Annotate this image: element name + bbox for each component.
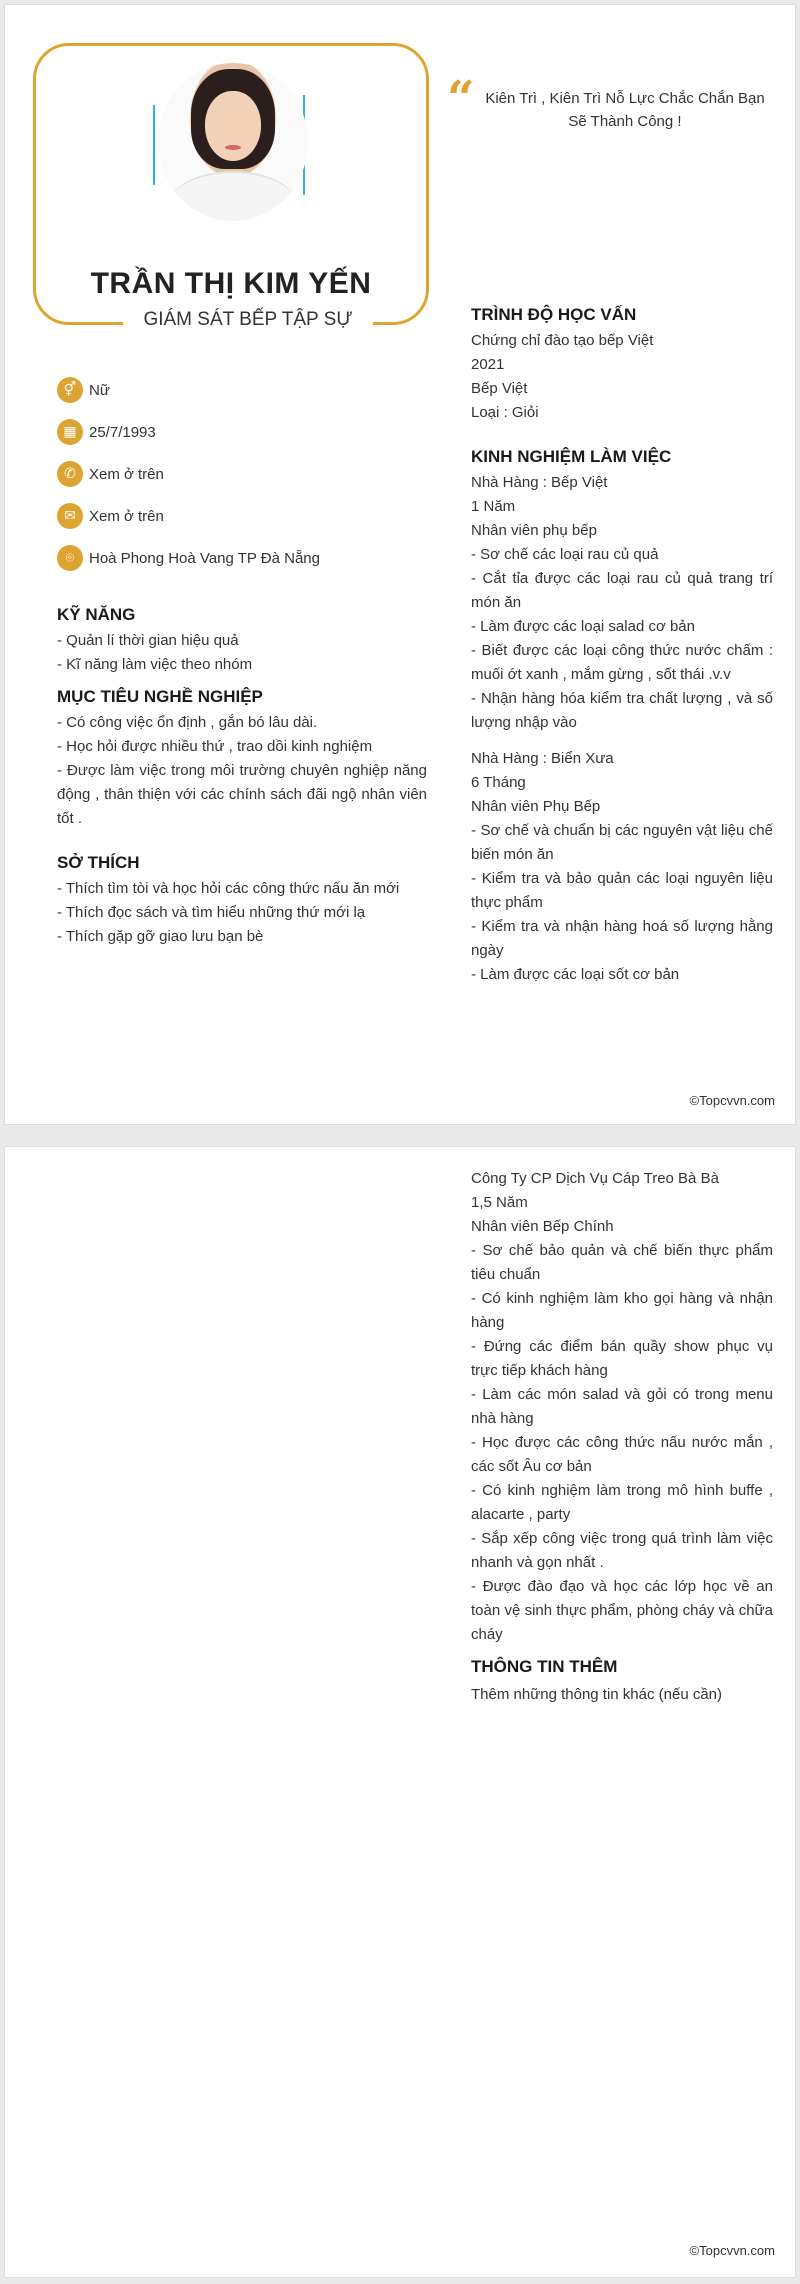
motto-quote: Kiên Trì , Kiên Trì Nỗ Lực Chắc Chắn Bạn Sẽ Thành Công !	[485, 90, 765, 130]
list-item: - Làm các món salad và gỏi có trong menu nhà hàng	[471, 1386, 773, 1427]
contact-phone: ✆ Xem ở trên	[57, 461, 164, 487]
list-item: - Thích gặp gỡ giao lưu bạn bè	[57, 928, 264, 945]
job-duration: 1,5 Năm	[471, 1194, 528, 1211]
job-role: Nhân viên Bếp Chính	[471, 1218, 614, 1235]
extra-text: Thêm những thông tin khác (nếu cần)	[471, 1686, 723, 1703]
objective-list	[57, 711, 427, 831]
job-company: Công Ty CP Dịch Vụ Cáp Treo Bà Bà	[471, 1170, 719, 1187]
footer-credit: ©Topcvvn.com	[689, 1093, 775, 1108]
phone-icon: ✆	[57, 461, 83, 487]
list-item: - Sơ chế bảo quản và chế biến thực phẩm tiêu chuẩn	[471, 1242, 773, 1283]
list-item: - Thích đọc sách và tìm hiểu những thứ mới lạ	[57, 904, 366, 921]
email-icon: ✉	[57, 503, 83, 529]
job-role: Nhân viên phụ bếp	[471, 522, 597, 539]
list-item: - Sắp xếp công việc trong quá trình làm việc nhanh và gọn nhất .	[471, 1530, 773, 1571]
avatar-photo	[158, 63, 308, 221]
education-heading: TRÌNH ĐỘ HỌC VẤN	[471, 305, 637, 324]
job-duration: 6 Tháng	[471, 774, 526, 791]
candidate-position: GIÁM SÁT BẾP TẬP SỰ	[143, 309, 353, 330]
list-item: - Được đào đạo và học các lớp học về an toàn vệ sinh thực phẩm, phòng cháy và chữa cháy	[471, 1578, 773, 1643]
job-3	[471, 1167, 773, 1647]
list-item: - Học hỏi được nhiều thứ , trao dồi kinh nghiệm	[57, 738, 373, 755]
list-item: - Học được các công thức nấu nước mắn , các sốt Âu cơ bản	[471, 1434, 773, 1475]
list-item: - Có công việc ổn định , gắn bó lâu dài.	[57, 714, 318, 731]
experience-heading: KINH NGHIỆM LÀM VIỆC	[471, 447, 672, 466]
job-company: Nhà Hàng : Biển Xưa	[471, 750, 614, 767]
education-list: Chứng chỉ đào tạo bếp Việt 2021 Bếp Việt Loại : Giỏi	[471, 332, 654, 421]
list-item: - Nhận hàng hóa kiểm tra chất lượng , và số lượng nhập vào	[471, 690, 773, 731]
objective-heading: MỤC TIÊU NGHỀ NGHIỆP	[57, 687, 263, 706]
list-item: - Quản lí thời gian hiệu quả	[57, 632, 239, 649]
cv-page-1	[4, 4, 796, 1125]
footer-credit: ©Topcvvn.com	[689, 2243, 775, 2258]
job-company: Nhà Hàng : Bếp Việt	[471, 474, 608, 491]
gender-icon: ⚥	[57, 377, 83, 403]
cv-page-2	[4, 1146, 796, 2278]
list-item: - Sơ chế các loại rau củ quả	[471, 546, 659, 563]
hobbies-list	[57, 877, 427, 949]
quote-icon: “	[447, 71, 475, 127]
location-icon: ⌾	[57, 545, 83, 571]
job-2	[471, 747, 773, 987]
hobbies-heading: SỞ THÍCH	[57, 853, 140, 872]
skills-list	[57, 629, 427, 677]
list-item: - Đứng các điểm bán quầy show phục vụ trực tiếp khách hàng	[471, 1338, 773, 1379]
list-item: - Có kinh nghiệm làm trong mô hình buffe , alacarte , party	[471, 1482, 773, 1523]
job-role: Nhân viên Phụ Bếp	[471, 798, 601, 815]
job-1	[471, 471, 773, 735]
contact-email: ✉ Xem ở trên	[57, 503, 164, 529]
list-item: - Sơ chế và chuẩn bị các nguyên vật liệu chế biến món ăn	[471, 822, 773, 863]
list-item: - Kiểm tra và bảo quản các loại nguyên liệu thực phẩm	[471, 870, 773, 911]
list-item: - Có kinh nghiệm làm kho gọi hàng và nhận hàng	[471, 1290, 773, 1331]
job-duration: 1 Năm	[471, 498, 516, 515]
decor-line-left	[153, 105, 155, 185]
contact-address: ⌾ Hoà Phong Hoà Vang TP Đà Nẵng	[57, 545, 320, 571]
contact-birthday: ▦ 25/7/1993	[57, 419, 156, 445]
list-item: - Biết được các loại công thức nước chấm : muối ớt xanh , mắm gừng , sốt thái .v.v	[471, 642, 773, 683]
list-item: - Làm được các loại salad cơ bản	[471, 618, 695, 635]
skills-heading: KỸ NĂNG	[57, 605, 136, 624]
contact-gender: ⚥ Nữ	[57, 377, 110, 403]
list-item: - Kĩ năng làm việc theo nhóm	[57, 656, 253, 673]
list-item: - Cắt tỉa được các loại rau củ quả trang trí món ăn	[471, 570, 773, 611]
list-item: - Thích tìm tòi và học hỏi các công thức nấu ăn mới	[57, 880, 400, 897]
calendar-icon: ▦	[57, 419, 83, 445]
list-item: - Kiểm tra và nhận hàng hoá số lượng hằng ngày	[471, 918, 773, 959]
list-item: - Được làm việc trong môi trường chuyên nghiệp năng động , thân thiện với các chính sách đãi ngộ nhân viên tốt .	[57, 762, 427, 827]
list-item: - Làm được các loại sốt cơ bản	[471, 966, 680, 983]
candidate-name: TRẦN THỊ KIM YẾN	[90, 267, 372, 300]
extra-heading: THÔNG TIN THÊM	[471, 1657, 618, 1676]
